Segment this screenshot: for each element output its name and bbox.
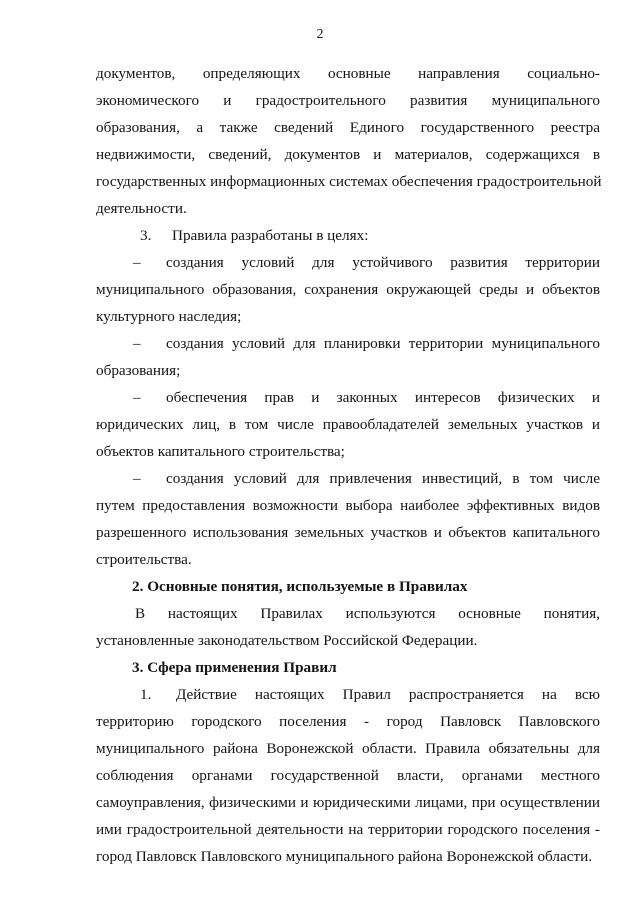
bullet-dash: – bbox=[133, 470, 141, 487]
bullet-line: обеспечения прав и законных интересов физических и bbox=[166, 389, 600, 406]
paragraph-line: документов, определяющих основные направления социально- bbox=[96, 65, 600, 82]
section-heading: 2. Основные понятия, используемые в Правилах bbox=[132, 578, 468, 595]
bullet-line: создания условий для привлечения инвестиций, в том числе bbox=[166, 470, 600, 487]
bullet-line: объектов капитального строительства; bbox=[96, 443, 345, 460]
bullet-line: образования; bbox=[96, 362, 181, 379]
bullet-line: создания условий для планировки территории муниципального bbox=[166, 335, 600, 352]
paragraph-line: экономического и градостроительного развития муниципального bbox=[96, 92, 600, 109]
paragraph-line: образования, а также сведений Единого государственного реестра bbox=[96, 119, 600, 136]
bullet-dash: – bbox=[133, 254, 141, 271]
paragraph-line: установленные законодательством Российской Федерации. bbox=[96, 632, 478, 649]
paragraph-line: муниципального района Воронежской области. Правила обязательны для bbox=[96, 740, 600, 757]
paragraph-line: ими градостроительной деятельности на территории городского поселения - bbox=[96, 821, 600, 838]
item-number: 1. bbox=[140, 686, 152, 703]
bullet-line: создания условий для устойчивого развития территории bbox=[166, 254, 600, 271]
bullet-line: культурного наследия; bbox=[96, 308, 242, 325]
bullet-dash: – bbox=[133, 389, 141, 406]
paragraph-line: соблюдения органами государственной власти, органами местного bbox=[96, 767, 600, 784]
paragraph-line: недвижимости, сведений, документов и материалов, содержащихся в bbox=[96, 146, 600, 163]
item-text: Правила разработаны в целях: bbox=[172, 227, 369, 244]
item-number: 3. bbox=[140, 227, 152, 244]
bullet-line: муниципального образования, сохранения окружающей среды и объектов bbox=[96, 281, 600, 298]
paragraph-line: деятельности. bbox=[96, 200, 187, 217]
bullet-dash: – bbox=[133, 335, 141, 352]
paragraph-line: В настоящих Правилах используются основные понятия, bbox=[135, 605, 600, 622]
paragraph-line: самоуправления, физическими и юридическими лицами, при осуществлении bbox=[96, 794, 600, 811]
bullet-line: путем предоставления возможности выбора наиболее эффективных видов bbox=[96, 497, 600, 514]
bullet-line: строительства. bbox=[96, 551, 192, 568]
section-heading: 3. Сфера применения Правил bbox=[132, 659, 337, 676]
paragraph-line: Действие настоящих Правил распространяется на всю bbox=[176, 686, 600, 703]
paragraph-line: территорию городского поселения - город Павловск Павловского bbox=[96, 713, 600, 730]
paragraph-line: государственных информационных системах обеспечения градостроительной bbox=[96, 173, 602, 190]
paragraph-line: город Павловск Павловского муниципального района Воронежской области. bbox=[96, 848, 593, 865]
bullet-line: разрешенного использования земельных участков и объектов капитального bbox=[96, 524, 600, 541]
bullet-line: юридических лиц, в том числе правообладателей земельных участков и bbox=[96, 416, 600, 433]
page-number: 2 bbox=[316, 27, 324, 42]
